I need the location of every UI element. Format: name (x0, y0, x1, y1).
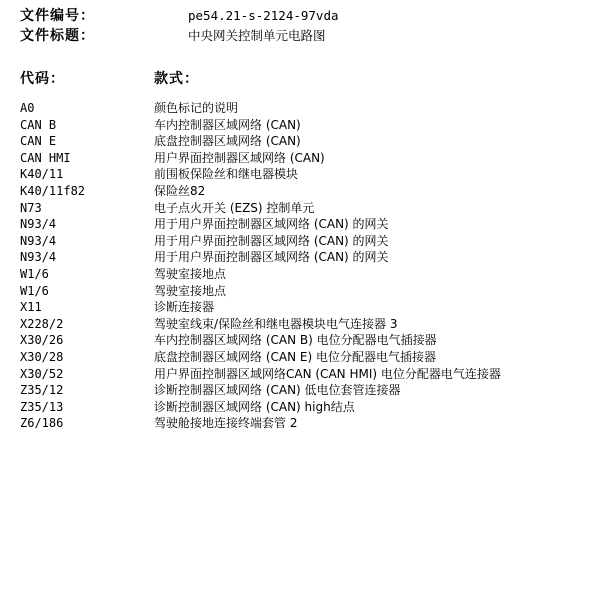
component-description: 诊断控制器区域网络 (CAN) high结点 (154, 399, 355, 414)
component-code: W1/6 (20, 283, 49, 298)
document-number-row (20, 7, 590, 25)
document-number-value: pe54.21-s-2124-97vda (188, 8, 339, 23)
component-code: X11 (20, 300, 42, 315)
component-description: 驾驶室接地点 (154, 266, 227, 281)
component-code: Z6/186 (20, 416, 64, 431)
component-code: CAN HMI (20, 150, 71, 165)
component-code: CAN B (20, 117, 57, 132)
component-description: 用户界面控制器区域网络 (CAN) (154, 150, 325, 165)
component-code: X30/28 (20, 349, 64, 364)
component-code: X30/52 (20, 366, 64, 381)
style-column-header: 款式： (154, 71, 199, 87)
table-row (20, 200, 595, 217)
component-legend-table (20, 100, 595, 432)
component-code: CAN E (20, 134, 57, 149)
table-row (20, 382, 595, 399)
component-code: K40/11 (20, 167, 64, 182)
component-code: X30/26 (20, 333, 64, 348)
table-row (20, 100, 595, 117)
document-title-row (20, 27, 590, 45)
component-description: 保险丝82 (154, 183, 206, 198)
table-row (20, 415, 595, 432)
component-description: 底盘控制器区域网络 (CAN) (154, 134, 301, 149)
table-row (20, 117, 595, 134)
document-title-value: 中央网关控制单元电路图 (188, 28, 326, 43)
component-code: X228/2 (20, 316, 64, 331)
component-code: A0 (20, 101, 35, 115)
table-row (20, 166, 595, 183)
table-row (20, 349, 595, 366)
component-description: 用于用户界面控制器区域网络 (CAN) 的网关 (154, 250, 389, 265)
table-row (20, 332, 595, 349)
table-row (20, 299, 595, 316)
component-description: 用于用户界面控制器区域网络 (CAN) 的网关 (154, 217, 389, 232)
table-row (20, 316, 595, 333)
component-description: 用于用户界面控制器区域网络 (CAN) 的网关 (154, 233, 389, 248)
component-description: 颜色标记的说明 (154, 101, 239, 115)
component-description: 车内控制器区域网络 (CAN) (154, 117, 301, 132)
table-row (20, 283, 595, 300)
component-code: Z35/13 (20, 399, 64, 414)
table-row (20, 366, 595, 383)
component-description: 驾驶室线束/保险丝和继电器模块电气连接器 3 (154, 316, 398, 331)
component-description: 用户界面控制器区域网络CAN (CAN HMI) 电位分配器电气连接器 (154, 366, 501, 381)
table-row (20, 266, 595, 283)
component-code: W1/6 (20, 266, 49, 281)
component-description: 诊断控制器区域网络 (CAN) 低电位套管连接器 (154, 383, 401, 398)
table-row (20, 216, 595, 233)
table-row (20, 133, 595, 150)
table-row (20, 249, 595, 266)
component-description: 底盘控制器区域网络 (CAN E) 电位分配器电气插接器 (154, 349, 436, 364)
component-description: 车内控制器区域网络 (CAN B) 电位分配器电气插接器 (154, 333, 437, 348)
table-row (20, 183, 595, 200)
component-code: N93/4 (20, 233, 57, 248)
table-row (20, 233, 595, 250)
component-description: 诊断连接器 (154, 300, 215, 315)
component-code: N73 (20, 200, 42, 215)
document-title-label: 文件标题： (20, 28, 95, 44)
component-code: N93/4 (20, 217, 57, 232)
table-row (20, 399, 595, 416)
component-description: 驾驶室接地点 (154, 283, 227, 298)
document-number-label: 文件编号： (20, 8, 95, 24)
component-description: 前围板保险丝和继电器模块 (154, 167, 299, 182)
table-row (20, 150, 595, 167)
component-description: 电子点火开关 (EZS) 控制单元 (154, 200, 315, 215)
component-code: K40/11f82 (20, 183, 86, 198)
component-code: N93/4 (20, 250, 57, 265)
component-description: 驾驶舱接地连接终端套管 2 (154, 416, 298, 431)
code-column-header: 代码： (20, 71, 65, 87)
component-code: Z35/12 (20, 383, 64, 398)
